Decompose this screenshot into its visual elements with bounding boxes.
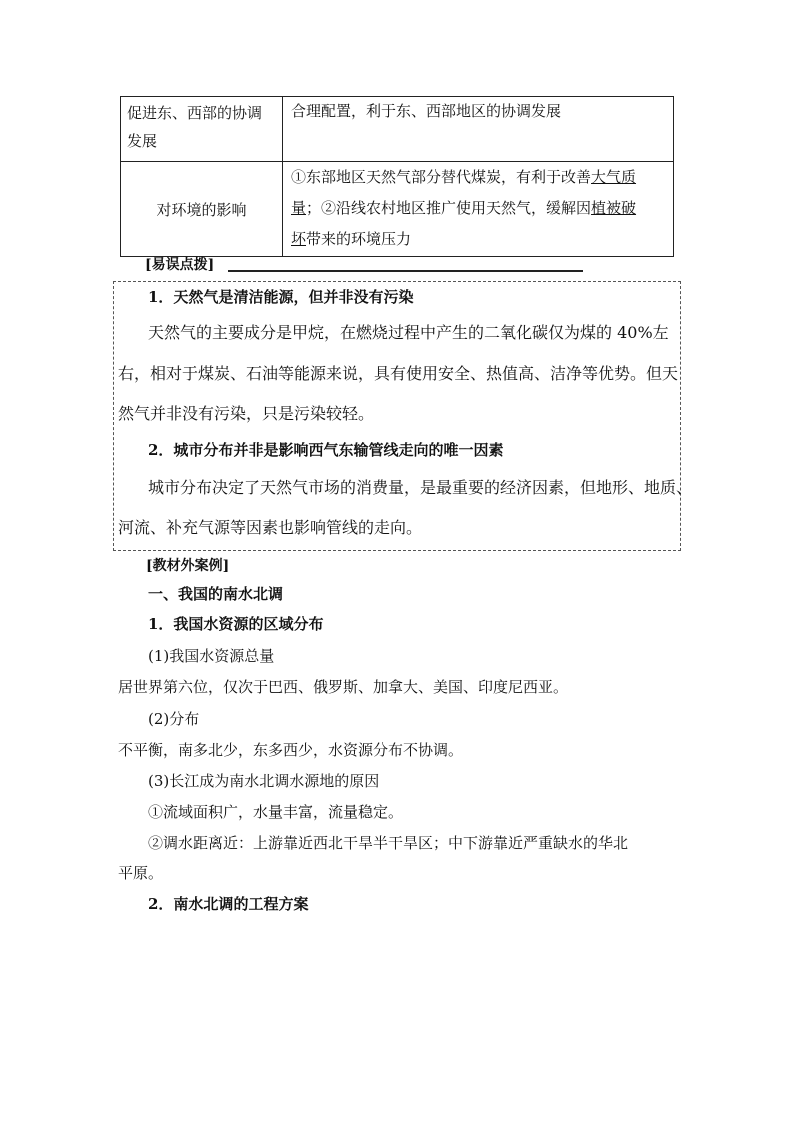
tips-rule <box>228 270 583 272</box>
tips-label: [易误点拨] <box>145 257 215 273</box>
sub-item-1: (1)我国水资源总量 <box>148 647 275 665</box>
row2-underline-1: 大气质 <box>591 168 637 186</box>
table-row <box>121 97 674 162</box>
tip2-line1: 城市分布决定了天然气市场的消费量，是最重要的经济因素，但地形、地质、 <box>148 478 693 497</box>
tip2-line2: 河流、补充气源等因素也影响管线的走向。 <box>118 518 423 537</box>
sub-item-3-point-1: ①流域面积广，水量丰富，流量稳定。 <box>148 803 404 821</box>
tip1-title: 1．天然气是清洁能源，但并非没有污染 <box>148 288 414 306</box>
sub-item-3-point-2-line2: 平原。 <box>118 864 164 882</box>
row2-underline-3: 植被破 <box>591 199 637 217</box>
tip2-title: 2．城市分布并非是影响西气东输管线走向的唯一因素 <box>148 441 504 459</box>
row2-text-2: ；②沿线农村地区推广使用天然气，缓解因 <box>306 199 592 217</box>
table-row <box>121 162 674 257</box>
table-cell-value <box>283 162 674 257</box>
row2-left-text: 对环境的影响 <box>156 200 247 219</box>
table-cell-value <box>283 97 674 162</box>
row1-right-text: 合理配置，利于东、西部地区的协调发展 <box>291 102 562 120</box>
table-cell-label <box>121 162 283 257</box>
subsection-heading-2: 2．南水北调的工程方案 <box>148 895 309 913</box>
row2-right-line3 <box>291 224 665 255</box>
sub-item-3: (3)长江成为南水北调水源地的原因 <box>148 772 380 790</box>
row2-right-line2 <box>291 193 665 224</box>
comparison-table <box>120 96 674 257</box>
row2-underline-4: 坏 <box>291 230 307 248</box>
section-heading: 一、我国的南水北调 <box>148 585 284 603</box>
tip1-line3: 然气并非没有污染，只是污染较轻。 <box>118 404 375 423</box>
tip1-line2: 右，相对于煤炭、石油等能源来说，具有使用安全、热值高、洁净等优势。但天 <box>118 364 679 383</box>
subsection-heading: 1．我国水资源的区域分布 <box>148 615 324 633</box>
row1-left-line1: 促进东、西部的协调 <box>127 104 263 122</box>
sub-item-3-point-2-line1: ②调水距离近：上游靠近西北干旱半干旱区；中下游靠近严重缺水的华北 <box>148 834 629 852</box>
row2-text-3: 带来的环境压力 <box>306 230 412 248</box>
row2-underline-2: 量 <box>291 199 307 217</box>
table-cell-label <box>121 97 283 162</box>
tip1-line1: 天然气的主要成分是甲烷，在燃烧过程中产生的二氧化碳仅为煤的 40%左 <box>148 323 669 342</box>
sub-item-2: (2)分布 <box>148 710 200 728</box>
sub-item-2-text: 不平衡，南多北少，东多西少，水资源分布不协调。 <box>118 741 464 759</box>
sub-item-1-text: 居世界第六位，仅次于巴西、俄罗斯、加拿大、美国、印度尼西亚。 <box>118 678 569 696</box>
case-label: [教材外案例] <box>146 558 230 574</box>
row2-right-line1 <box>291 162 665 193</box>
row1-left-line2: 发展 <box>127 132 158 150</box>
row2-text-1: ①东部地区天然气部分替代煤炭，有利于改善 <box>291 168 592 186</box>
